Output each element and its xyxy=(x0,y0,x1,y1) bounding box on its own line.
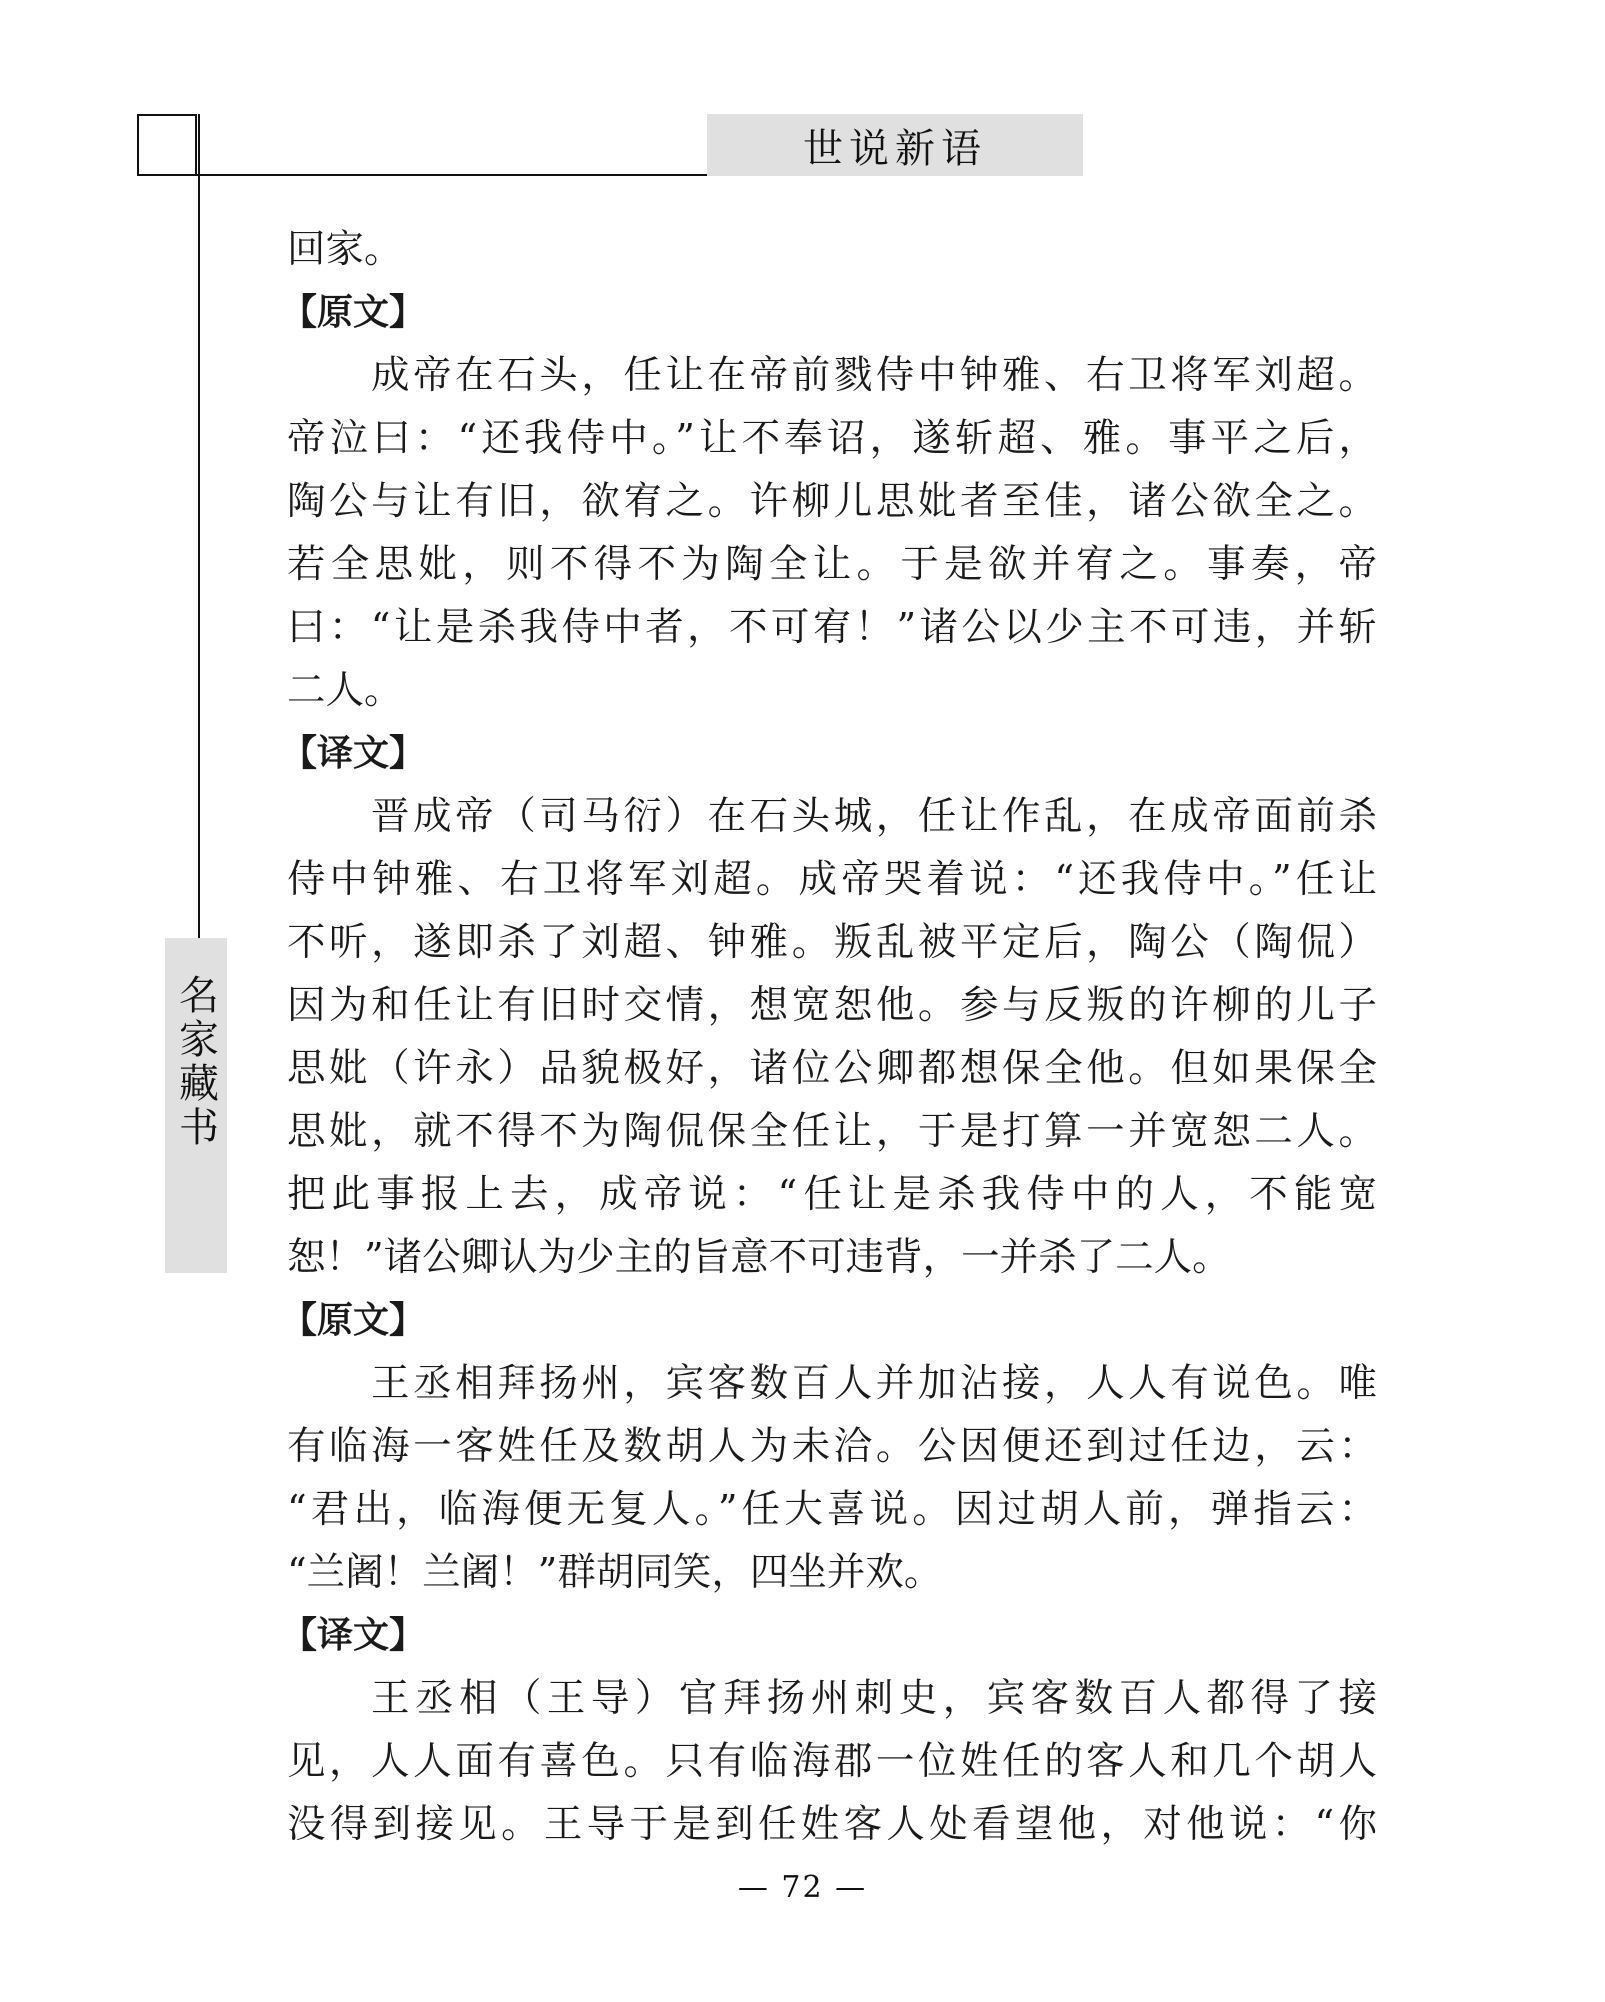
text-line: 思妣（许永）品貌极好，诸位公卿都想保全他。但如果保全 xyxy=(287,1046,1377,1091)
text-line: 有临海一客姓任及数胡人为未洽。公因便还到过任边，云： xyxy=(287,1424,1377,1469)
text-line: 陶公与让有旧，欲宥之。许柳儿思妣者至佳，诸公欲全之。 xyxy=(287,479,1377,524)
text-line: 恕！”诸公卿认为少主的旨意不可违背，一并杀了二人。 xyxy=(287,1235,1231,1280)
text-line: 侍中钟雅、右卫将军刘超。成帝哭着说：“还我侍中。”任让 xyxy=(287,857,1377,902)
text-line: “君出，临海便无复人。”任大喜说。因过胡人前，弹指云： xyxy=(287,1487,1377,1532)
section-heading: 【原文】 xyxy=(281,292,426,333)
margin-rule xyxy=(198,114,200,938)
text-line: 思妣，就不得不为陶侃保全任让，于是打算一并宽恕二人。 xyxy=(287,1109,1377,1154)
text-line: 不听，遂即杀了刘超、钟雅。叛乱被平定后，陶公（陶侃） xyxy=(287,920,1377,965)
series-name: 名家藏书 xyxy=(172,974,219,1150)
page-number: — 72 — xyxy=(737,1870,868,1905)
text-line: 因为和任让有旧时交情，想宽恕他。参与反叛的许柳的儿子 xyxy=(287,983,1377,1028)
book-title: 世说新语 xyxy=(803,125,987,172)
text-line: 若全思妣，则不得不为陶全让。于是欲并宥之。事奏，帝 xyxy=(287,542,1377,587)
text-line: 王丞相（王导）官拜扬州刺史，宾客数百人都得了接 xyxy=(371,1676,1377,1721)
corner-frame xyxy=(137,114,197,176)
text-line: 晋成帝（司马衍）在石头城，任让作乱，在成帝面前杀 xyxy=(371,794,1377,839)
section-heading: 【译文】 xyxy=(281,1615,426,1656)
page-body xyxy=(281,218,1377,1856)
text-line: 回家。 xyxy=(287,227,403,272)
header-rule xyxy=(137,174,707,176)
text-line: “兰阇！兰阇！”群胡同笑，四坐并欢。 xyxy=(287,1550,943,1595)
translation-paragraph xyxy=(287,1667,1377,1856)
text-line: 曰：“让是杀我侍中者，不可宥！”诸公以少主不可违，并斩 xyxy=(287,605,1377,650)
text-line: 王丞相拜扬州，宾客数百人并加沾接，人人有说色。唯 xyxy=(371,1361,1377,1406)
text-line: 二人。 xyxy=(287,668,403,713)
original-text-paragraph xyxy=(287,344,1377,722)
text-line: 把此事报上去，成帝说：“任让是杀我侍中的人，不能宽 xyxy=(287,1172,1377,1217)
text-line: 帝泣曰：“还我侍中。”让不奉诏，遂斩超、雅。事平之后， xyxy=(287,416,1377,461)
translation-paragraph xyxy=(287,785,1377,1289)
text-line: 见，人人面有喜色。只有临海郡一位姓任的客人和几个胡人 xyxy=(287,1739,1377,1784)
section-heading: 【译文】 xyxy=(281,733,426,774)
text-line: 成帝在石头，任让在帝前戮侍中钟雅、右卫将军刘超。 xyxy=(371,353,1377,398)
side-tab xyxy=(165,938,227,1273)
text-line: 没得到接见。王导于是到任姓客人处看望他，对他说：“你 xyxy=(287,1802,1377,1847)
section-heading: 【原文】 xyxy=(281,1300,426,1341)
original-text-paragraph xyxy=(287,1352,1377,1604)
running-header xyxy=(707,114,1083,176)
